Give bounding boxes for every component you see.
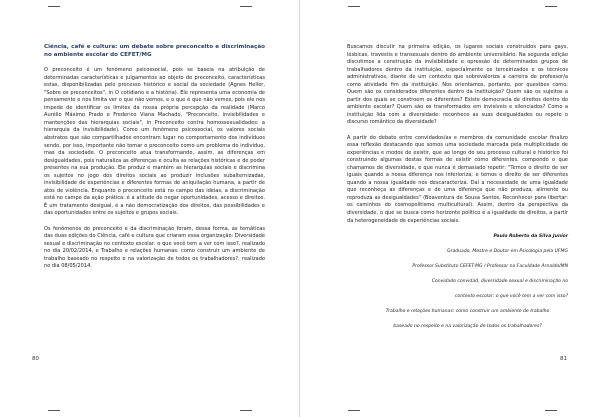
paragraph: O preconceito é um fenômeno psicossocial, pois se baseia na atribuição de determinadas características e julgamentos ao objeto de preconceito, características estas, disponibilizadas pelo processo histórico e social da sociedade (Agnes Heller, "Sobre os preconceitos", in O cotidiano e a história). Ele representa uma economia de pensamento e nos limita ver o que não vemos, e o que é que não vemos, pois ele nos impede de identificar os limites da nossa própria percepção da realidade (Marco Aurélio Máximo Prado e Frederico Viana Machado, "Preconceito, invisibilidades e mantenções das hierarquias sociais", in Preconceito contra homossexualidades: a hierarquia da invisibilidade). Como um fenômeno psicossocial, os valores sociais abstratos que são compartilhados encontram lugar no comportamento dos indivíduos sendo, por isso, importante não tomar o preconceito como um problema do indivíduo, mas da sociedade. O preconceito atua transformando, assim, as diferenças em desigualdades, pois naturaliza as diferenças e oculta as relações históricas e de poder presentes na sua produção. Ele produz e mantém as hierarquias sociais e discrimina os sujeitos no jogo dos direitos sociais ao produzir inclusões subalternizadas, invisibilidade de experiências e diferentes formas de aniquilação humana, a partir de atos de violência. Enquanto o preconceito está no campo das ideias, a discriminação está no campo da ação prática: é a atitude de negar oportunidades, acesso e direitos. É um tratamento desigual, é a não democratização dos direitos, das possibilidades e das oportunidades entre os sujeitos e grupos sociais. — [44, 67, 265, 217]
right-text-block — [347, 44, 568, 338]
crop-mark — [240, 410, 252, 411]
left-text-block — [44, 44, 265, 278]
author-credential: Professor Substituto CEFET-MG / Professor na Faculdade Arnaldo/MN — [412, 263, 568, 269]
crop-mark — [48, 6, 60, 7]
right-page — [300, 0, 600, 417]
paragraph: Buscamos discutir na primeira edição, os lugares sociais construídos para gays, lésbicas, travestis e transexuais dentro do ambiente universitário. Na segunda edição discutimos a construção da invisibilidade e opressão de determinados grupos de trabalhadores dentro da instituição, especialmente os terceirizados e os técnicos administrativos, diante de um contexto que sobrevaloriza a carreira de professor/a como atividade fim da instituição. Nos orientamos, portanto, por questões como: Quem são os considerados diferentes dentro da instituição? Quem são os sujeitos a partir dos quais se constroem os diferentes? Existe democracia de direitos dentro do ambiente escolar? Quem são os transformados em invisíveis e silenciados? Como a instituição lida com a diversidade: reconhece as suas desigualdades ou repete o discurso romântico da diversidade? — [347, 44, 568, 126]
crop-mark — [348, 6, 360, 7]
page-number: 81 — [560, 356, 567, 362]
crop-mark — [240, 6, 252, 7]
article-title: Ciência, café e cultura: um debate sobre preconceito e discriminação no ambiente escolar do CEFET/MG — [44, 44, 265, 58]
event-title: contexto escolar: o que você tem a ver com isso? — [454, 293, 568, 299]
crop-mark — [48, 410, 60, 411]
crop-mark — [545, 6, 557, 7]
event-title: Convidado convidad, diversidade sexual e discriminação no — [431, 278, 568, 284]
crop-mark — [348, 410, 360, 411]
author-name: Paulo Roberto da Silva Junior — [493, 233, 568, 239]
paragraph: A partir do debate entre convidados/as e membros da comunidade escolar finalizo essa reflexão destacando que somos uma sociedade marcada pela multiplicidade de experiências e modos de existir, que ao longo do seu processo cultural e histórico foi construindo algumas destas formas de existir como diferentes, compondo o que chamamos de diversidade, e que nunca é demasiado repetir: "Temos o direito de ser iguais quando a nossa diferença nos inferioriza; e temos o direito de ser diferentes quando a nossa igualdade nos descaracteriza. Daí a necessidade de uma igualdade que reconheça as diferenças e de uma diferença que não produza, alimente ou reproduza as desigualdades" (Boaventura de Sousa Santos, Reconhecer para libertar: os caminhos do cosmopolitismo multicultural). Assim, dentro da perspectiva da diversidade, o que se busca como horizonte político é a igualdade de direitos, a partir da heterogeneidade de experiências sociais. — [347, 134, 568, 224]
crop-mark — [545, 410, 557, 411]
event-title: Trabalho e relações humanas: como construir um ambiente de trabalho — [385, 308, 550, 314]
author-credential: Graduado, Mestre e Doutor em Psicologia pela UFMG — [447, 248, 568, 254]
page-number: 80 — [32, 356, 39, 362]
event-title: baseado no respeito e na valorização de todos os trabalhadores? — [393, 323, 542, 329]
paragraph: Os fenômenos do preconceito e da discriminação foram, dessa forma, as temáticas das duas edições do Ciência, café e cultura que criaram essa organização: Diversidade sexual e discriminação no contexto escolar: o que você tem a ver com isso?, realizado no dia 20/02/2014, e Trabalho e relações humanas: como construir um ambiente de trabalho baseado no respeito e na valorização de todos os trabalhadores?, realizado no dia 08/05/2014. — [44, 225, 265, 270]
